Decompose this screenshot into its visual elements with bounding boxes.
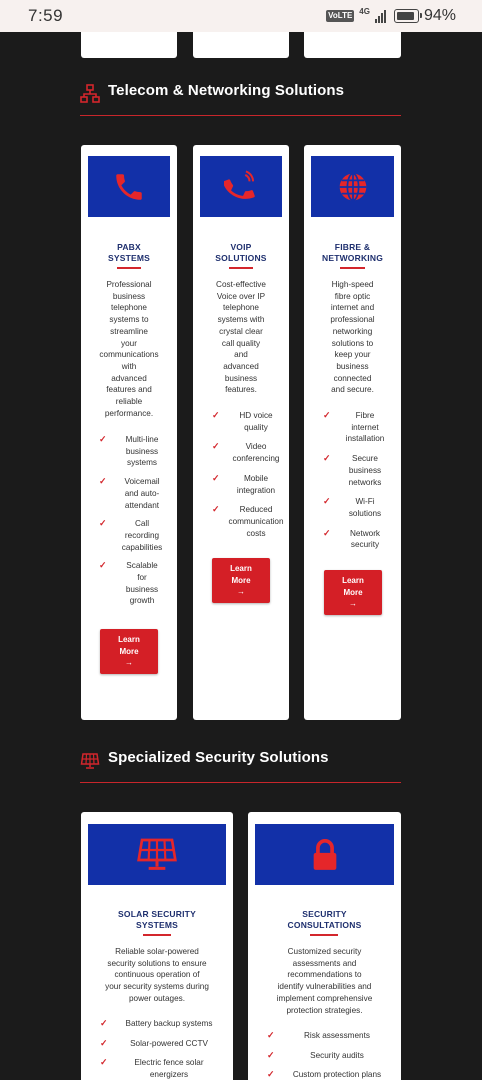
voip-solutions-card (193, 145, 289, 720)
section-title: Telecom & Networking Solutions (108, 82, 345, 99)
solar-panel-icon (80, 751, 100, 771)
card-description: Professional business telephone systems to streamline your communications with advanced features and reliable performance. (99, 280, 159, 418)
section-header-telecom (80, 80, 401, 120)
check-icon: ✓ (99, 476, 107, 487)
check-icon: ✓ (99, 518, 107, 529)
check-icon: ✓ (212, 441, 220, 452)
signal-icon (375, 10, 386, 23)
card-description: Cost-effective Voice over IP telephone systems with crystal clear call quality and advanced business features. (216, 280, 266, 395)
check-icon: ✓ (100, 1057, 108, 1068)
card-title-underline (340, 267, 365, 269)
feature-item: ✓ Solar-powered CCTV (100, 1037, 208, 1048)
card-description: Reliable solar-powered security solutions to ensure continuous operation of your security systems during power outages. (105, 947, 209, 1003)
section-divider (80, 115, 401, 116)
globe-icon (337, 171, 369, 203)
feature-item: ✓ Multi-line business systems (99, 434, 159, 468)
feature-item: ✓ Video conferencing (212, 441, 280, 464)
check-icon: ✓ (99, 560, 107, 571)
learn-more-button[interactable]: Learn More → (324, 570, 382, 615)
card-banner (88, 824, 226, 885)
card-title: VOIP SOLUTIONS (215, 242, 267, 263)
check-icon: ✓ (100, 1018, 108, 1028)
feature-item: ✓ Call recording capabilities (99, 518, 163, 552)
phone-volume-icon (224, 170, 258, 204)
check-icon: ✓ (212, 410, 220, 420)
feature-list (100, 1018, 226, 1080)
check-icon: ✓ (267, 1069, 275, 1080)
previous-card-bottom (193, 32, 289, 58)
check-icon: ✓ (267, 1049, 275, 1060)
phone-icon (112, 170, 146, 204)
card-title: FIBRE & NETWORKING (321, 242, 384, 263)
card-title-underline (117, 267, 141, 269)
feature-item: ✓ HD voice quality (212, 410, 273, 432)
feature-item: ✓ Scalable for business growth (99, 560, 159, 606)
feature-item: ✓ Electric fence solar energizers (100, 1057, 204, 1080)
section-divider (80, 782, 401, 783)
section-header-security (80, 747, 401, 787)
check-icon: ✓ (212, 504, 220, 515)
feature-item: ✓ Security audits (267, 1049, 364, 1060)
arrow-right-icon: → (125, 658, 133, 667)
check-icon: ✓ (323, 453, 331, 464)
section-title: Specialized Security Solutions (108, 749, 329, 766)
card-title: SECURITY CONSULTATIONS (287, 909, 362, 930)
feature-item: ✓ Risk assessments (267, 1030, 370, 1040)
card-banner (311, 156, 394, 217)
volte-icon: VoLTE (328, 11, 353, 20)
solar-panel-icon (137, 838, 177, 872)
card-title-underline (229, 267, 253, 269)
feature-item: ✓ Reduced communication costs (212, 504, 284, 538)
feature-item: ✓ Battery backup systems (100, 1018, 213, 1028)
card-banner (200, 156, 282, 217)
feature-item: ✓ Voicemail and auto- attendant (99, 476, 160, 510)
arrow-right-icon: → (237, 587, 245, 596)
check-icon: ✓ (99, 434, 107, 444)
previous-card-bottom (81, 32, 177, 58)
status-icons (326, 6, 456, 26)
feature-item: ✓ Network security (323, 527, 381, 550)
network-icon (80, 84, 100, 104)
battery-icon (394, 9, 419, 23)
feature-list (101, 434, 171, 607)
check-icon: ✓ (100, 1037, 108, 1048)
card-title: PABX SYSTEMS (107, 242, 151, 263)
feature-item: ✓ Custom protection plans (267, 1069, 382, 1080)
check-icon: ✓ (267, 1030, 275, 1040)
feature-list (323, 410, 395, 551)
card-title: SOLAR SECURITY SYSTEMS (118, 909, 196, 930)
previous-card-bottom (304, 32, 401, 58)
feature-item: ✓ Fibre internet installation (323, 410, 385, 444)
card-description: High-speed fibre optic internet and professional networking solutions to keep your business connected and secure. (330, 280, 375, 395)
card-description: Customized security assessments and recommendations to identify vulnerabilities and implement comprehensive protection strategies. (276, 947, 373, 1015)
check-icon: ✓ (323, 496, 331, 507)
solar-security-card (81, 812, 233, 1080)
feature-item: ✓ Secure business networks (323, 453, 382, 487)
check-icon: ✓ (323, 527, 331, 538)
card-title-underline (310, 934, 338, 936)
card-banner (88, 156, 170, 217)
lock-icon (310, 838, 340, 872)
feature-list (267, 1030, 395, 1080)
check-icon: ✓ (212, 472, 220, 483)
learn-more-button[interactable]: Learn More → (100, 629, 158, 674)
status-bar (0, 0, 482, 32)
fibre-networking-card (304, 145, 401, 720)
status-time: 7:59 (28, 6, 64, 25)
battery-percent: 94% (423, 7, 456, 24)
check-icon: ✓ (323, 410, 331, 420)
security-consultations-card (248, 812, 401, 1080)
arrow-right-icon: → (349, 599, 357, 608)
feature-list (212, 410, 288, 539)
feature-item: ✓ Mobile integration (212, 472, 276, 495)
card-banner (255, 824, 394, 885)
feature-item: ✓ Wi-Fi solutions (323, 496, 382, 518)
card-title-underline (143, 934, 171, 936)
pabx-systems-card (81, 145, 177, 720)
network-type: 4G (359, 7, 370, 16)
learn-more-button[interactable]: Learn More → (212, 558, 270, 603)
